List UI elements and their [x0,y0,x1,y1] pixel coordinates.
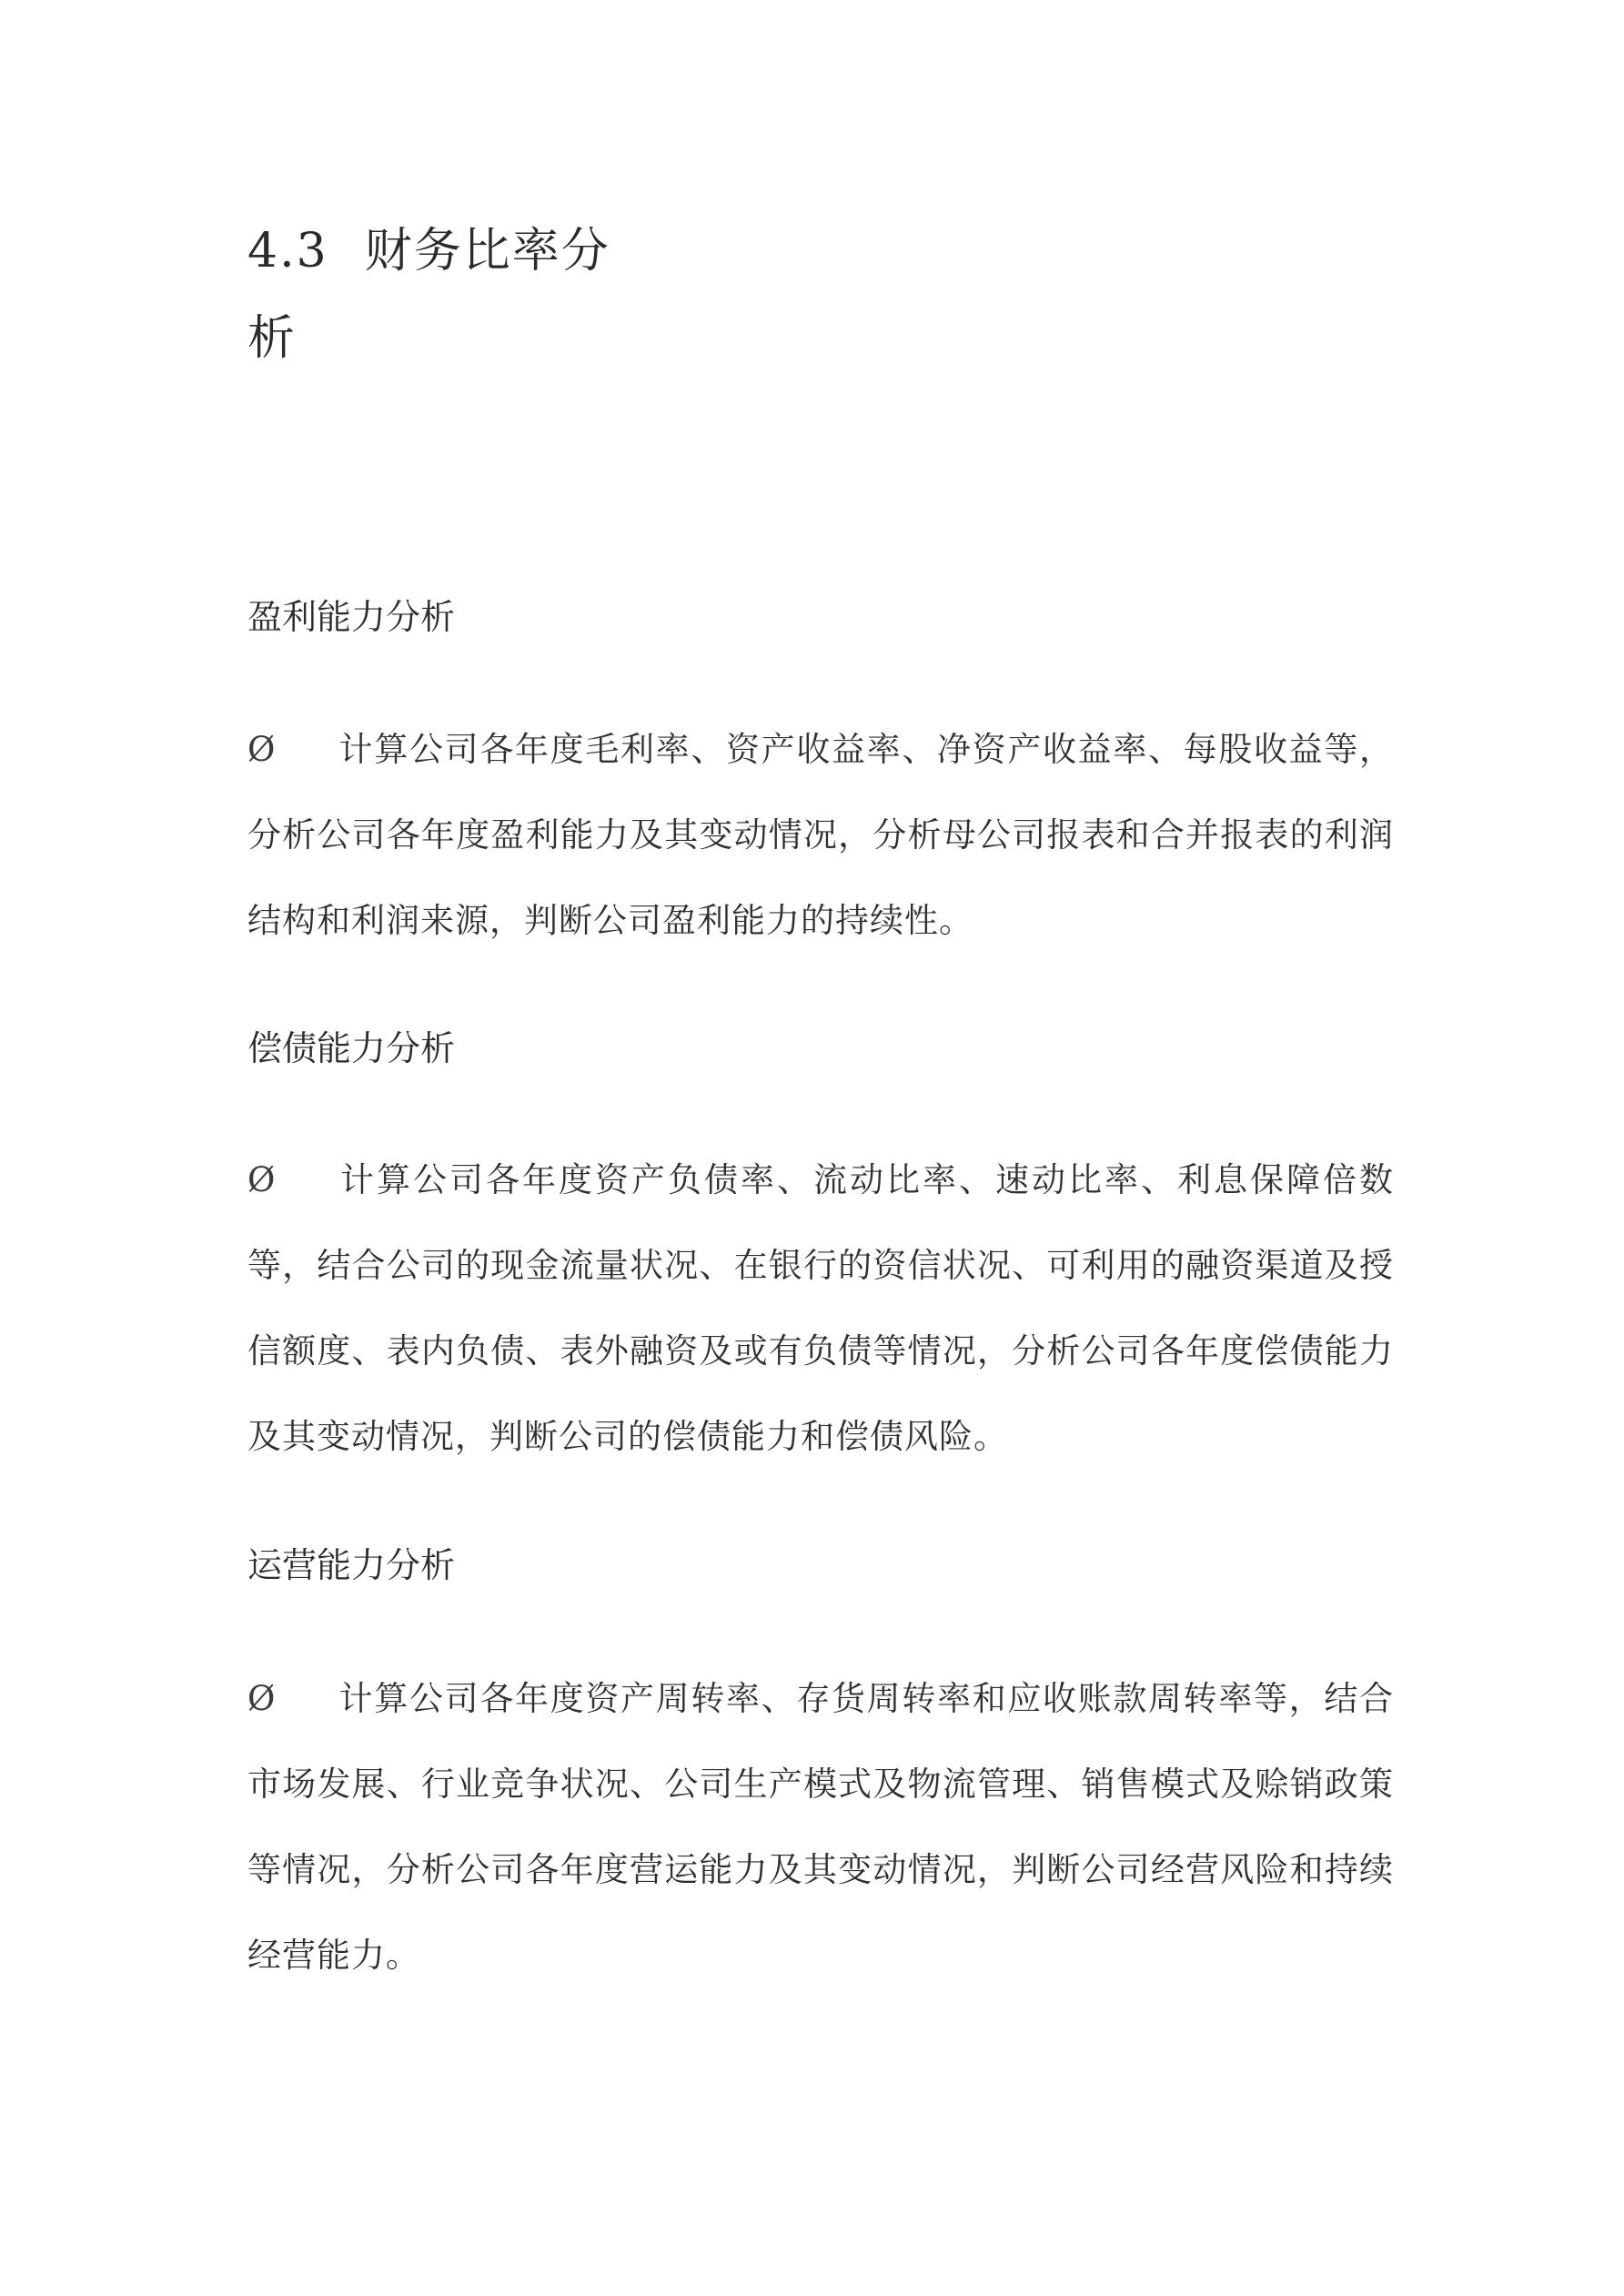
paragraph-solvency [247,1138,1394,1480]
bullet-icon: Ø [247,1679,277,1718]
bullet-icon: Ø [247,1160,277,1199]
paragraph-text: 计算公司各年度毛利率、资产收益率、净资产收益率、每股收益等，分析公司各年度盈利能力及其变动情况，分析母公司报表和合并报表的利润结构和利润来源，判断公司盈利能力的持续性。 [247,730,1394,940]
paragraph-operations [247,1656,1394,1998]
section-heading [247,207,648,382]
bullet-icon: Ø [247,730,277,769]
subsection-title-profitability: 盈利能力分析 [247,597,456,637]
subsection-title-solvency: 偿债能力分析 [247,1028,456,1068]
paragraph-profitability [247,707,1394,964]
paragraph-text: 计算公司各年度资产周转率、存货周转率和应收账款周转率等，结合市场发展、行业竞争状况、公司生产模式及物流管理、销售模式及赊销政策等情况，分析公司各年度营运能力及其变动情况，判断公司经营风险和持续经营能力。 [247,1679,1394,1975]
subsection-title-operations: 运营能力分析 [247,1545,456,1585]
section-number: 4.3 [247,224,328,278]
section-title: 财务比率分析 [247,224,610,366]
paragraph-text: 计算公司各年度资产负债率、流动比率、速动比率、利息保障倍数等，结合公司的现金流量状况、在银行的资信状况、可利用的融资渠道及授信额度、表内负债、表外融资及或有负债等情况，分析公司各年度偿债能力及其变动情况，判断公司的偿债能力和偿债风险。 [247,1160,1394,1456]
